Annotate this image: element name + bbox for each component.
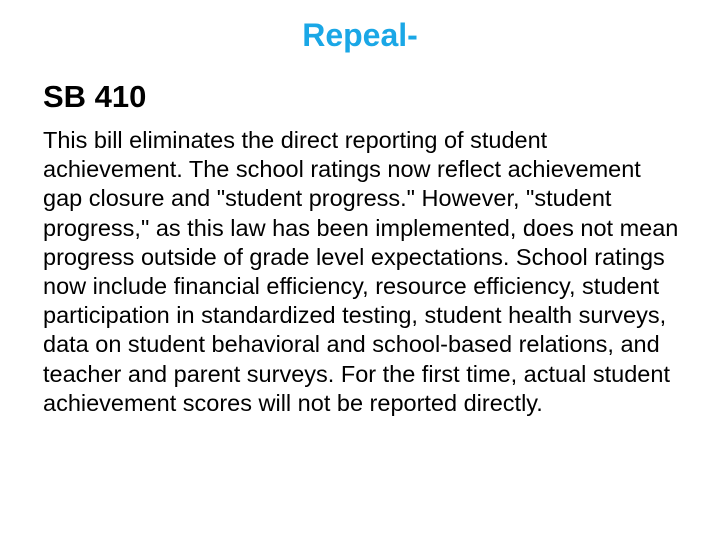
- bill-number-heading: SB 410: [43, 79, 147, 114]
- body-paragraph: This bill eliminates the direct reporting of student achievement. The school ratings now reflect achievement gap closure and "student progress." However, "student progress," as this law has been implemented, does not mean progress outside of grade level expectations. School ratings now include financial efficiency, resource efficiency, student participation in standardized testing, student health surveys, data on student behavioral and school-based relations, and teacher and parent surveys. For the first time, actual student achievement scores will not be reported directly.: [43, 127, 679, 416]
- slide-title: Repeal-: [302, 17, 418, 53]
